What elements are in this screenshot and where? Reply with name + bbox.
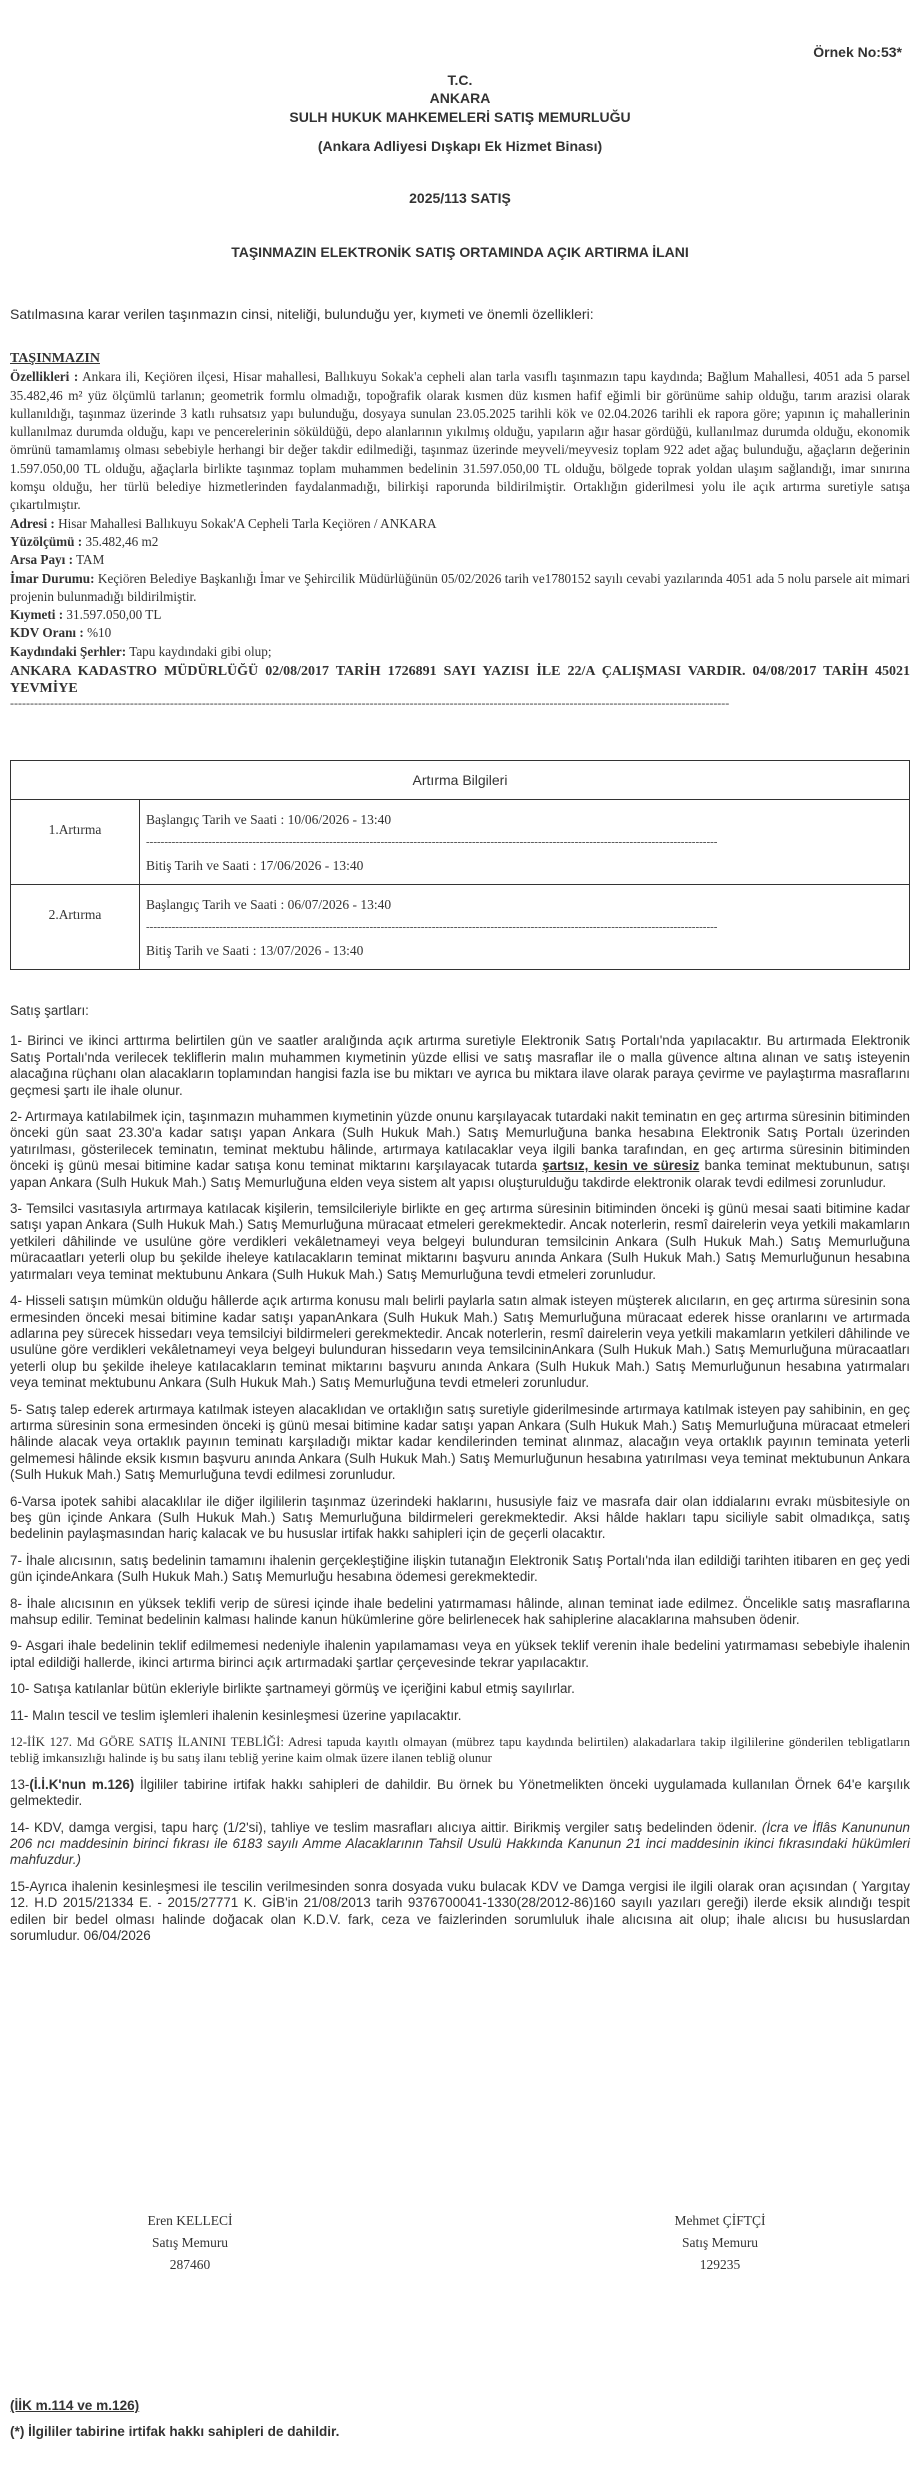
round-dates: [140, 885, 910, 970]
property-share: [10, 551, 910, 569]
property-value: [10, 606, 910, 624]
condition-2-text-b: banka teminat mektubunun, satışı yapan Ankara (Sulh Hukuk Mah.) Satış Memurluğuna elden veya sistem alt yapısı oluşturulduğu takdirde elektronik olarak tevdi edilmesi zorunludur.: [10, 1158, 911, 1190]
condition-5: 5- Satış talep ederek artırmaya katılmak isteyen alacaklıdan ve ortaklığın satış suretiyle giderilmesinde artırmaya katılmak isteyen pay sahibinin, en geç artırma süresinin sona ermesinden önceki iş günü mesai bitimine kadar satışı yapan Ankara (Sulh Hukuk Mah.) Satış Memurluğuna müracaat etmeleri hâlinde alacak veya ortaklık payının teminatı karşıladığı miktar kadar kendilerinden teminat alınmaz, alacağın veya ortaklık payının teminata yeterli gelmemesi hâlinde eksik kısmın başvuru anında Ankara (Sulh Hukuk Mah.) Satış Memurluğunun hesabına yatırılması veya teminat mektubunun Ankara (Sulh Hukuk Mah.) Satış Memurluğuna tevdi edilmesi zorunludur.: [10, 1401, 910, 1483]
file-number: 2025/113 SATIŞ: [409, 190, 511, 206]
round-name: 2.Artırma: [11, 885, 140, 970]
property-zoning: [10, 570, 910, 607]
condition-13-text: İlgililer tabirine irtifak hakkı sahipleri de dahildir. Bu örnek bu Yönetmelikten önceki uygulamada kullanılan Örnek 64'e karşılık gelmektedir.: [10, 1776, 910, 1809]
zoning-value: Keçiören Belediye Başkanlığı İmar ve Şehircilik Müdürlüğünün 05/02/2026 tarih ve1780152 sayılı cevabi yazılarında 4051 ada 5 nolu parsele ait mimari projenin bulunmadığı bildirilmiştir.: [10, 570, 911, 604]
date-divider: ------------------------------------------------------------------------------------------------------------------------------------------------------------: [146, 921, 718, 933]
share-label: Arsa Payı :: [10, 552, 73, 568]
auction-round-row: [11, 800, 910, 885]
round-end: Bitiş Tarih ve Saati : 17/06/2026 - 13:40: [146, 858, 364, 873]
condition-13-number: 13-: [10, 1776, 30, 1792]
signature-block-left: [40, 2210, 340, 2276]
condition-14-text: 14- KDV, damga vergisi, tapu harç (1/2'si), tahliye ve teslim masrafları alıcıya aittir. Birikmiş vergiler satış bedelinden ödenir.: [10, 1819, 762, 1835]
round-name: 1.Artırma: [11, 800, 140, 885]
signature-block-right: [570, 2210, 870, 2276]
condition-3: 3- Temsilci vasıtasıyla artırmaya katılacak kişilerin, temsilcileriyle birlikte en geç artırma süresinin bitiminden önceki iş günü mesai saati bitimine kadar satışı yapan Ankara (Sulh Hukuk Mah.) Satış Memurluğuna müracaat etmeleri gerekmektedir. Ancak noterlerin, resmî dairelerin veya yetkili makamların yetkileri dâhilinde ve usulüne göre verdikleri vekâletnameyi veya belgeyi bulunduran temsilcinin Ankara (Sulh Hukuk Mah.) Satış Memurluğuna müracaatları yeterli olup bu şekilde iheleye katılacakların teminat miktarını başvuru anında Ankara (Sulh Hukuk Mah.) Satış Memurluğunun hesabına yatırmaları veya teminat mektubunu Ankara (Sulh Hukuk Mah.) Satış Memurluğuna tevdi etmeleri zorunludur.: [10, 1201, 910, 1282]
signer-number: 129235: [699, 2257, 741, 2272]
auction-round-row: [11, 885, 910, 970]
value-value: 31.597.050,00 TL: [63, 607, 162, 623]
signer-title: Satış Memuru: [151, 2235, 229, 2250]
share-value: TAM: [73, 552, 105, 568]
features-text: Ankara ili, Keçiören ilçesi, Hisar mahallesi, Ballıkuyu Sokak'a cepheli alan tarla vasıflı taşınmazın tapu kaydında; Bağlum Mahallesi, 4051 ada 5 parsel 35.482,46 m² yüz ölçümlü tarlanın; geometrik formlu olmadığı, topoğrafik olarak kısmen düz kısmen hafif eğimli bir görünüme sahip olduğu, tarım arazisi olarak kullanıldığı, taşınmaz üzerinde 3 katlı ruhsatsız yapı bulunduğu, dosyaya sunulan 23.05.2025 tarihli kök ve 02.04.2026 tarihli ek rapora göre; yapının iç mahallerinin kullanılmaz durumda olduğu, kapı ve pencerelerinin söküldüğü, depo alanlarının yıkılmış olduğu, yapıların ağır hasar gördüğü, kullanılmaz durumda olduğu, ekonomik ömrünü tamamlamış olması sebebiyle herhangi bir değer takdir edilmediği, taşınmaz üzerinde meyveli/meyvesiz toplam 922 adet ağaç bulunduğu, ağaçların değerinin 1.597.050,00 TL olduğu, ağaçlarla birlikte taşınmaz toplam muhammen bedelinin 31.597.050,00 TL olduğu, bölgede toprak yoldan ulaşım sağlandığı, imar sınırına komşu olduğu, her türlü belediye hizmetlerinden faydalanmadığı, bilirkişi raporunda bildirilmiştir. Ortaklığın giderilmesi yolu ile açık artırma suretiyle satışa çıkartılmıştır.: [10, 369, 910, 513]
property-address: [10, 515, 910, 533]
example-number: Örnek No:53*: [813, 44, 902, 60]
divider-line: ------------------------------------------------------------------------------------------------------------------------------------------------------------------------------------: [10, 696, 730, 711]
condition-1: 1- Birinci ve ikinci arttırma belirtilen gün ve saatler aralığında açık artırma suretiyle Elektronik Satış Portalı'nda yapılacaktır. Bu artırmada Elektronik Satış Portalı'nda verilecek tekliflerin malın muhammen kıymetinin yüzde ellisi ve satış masraflar ile o malla güvence altına alınan ve satış isteyenin alacağına rüçhanı olan alacakların toplamından hangisi fazla ise bu miktarı ve ayrıca bu miktara ilave olarak paraya çevirme ve paylaştırma masraflarını geçmesi şartı ile ihale olunur.: [10, 1033, 910, 1098]
zoning-label: İmar Durumu:: [10, 570, 95, 586]
footer-reference: (İİK m.114 ve m.126): [10, 2398, 140, 2413]
condition-15: 15-Ayrıca ihalenin kesinleşmesi ile tescilin verilmesinden sonra dosyada vuku bulacak KDV ve Damga vergisi ile ilgili olarak oran açısından ( Yargıtay 12. H.D 2015/21334 E. - 2015/27771 K. GİB'in 21/08/2013 tarih 9376700041-1330(28/2012-86)160 sayılı yazıları gereği) ilerde eksik alındığı tespit edilen bir bedel olması halinde doğacak olan K.D.V. fark, ceza ve faizlerinden sorumluluk ihale alıcısına ait olup; ihale alıcısı bu hususlardan sorumludur. 06/04/2026: [10, 1878, 910, 1944]
header-city: ANKARA: [429, 90, 491, 106]
area-label: Yüzölçümü :: [10, 533, 83, 549]
round-end: Bitiş Tarih ve Saati : 13/07/2026 - 13:40: [146, 943, 364, 958]
value-label: Kıymeti :: [10, 607, 64, 623]
property-features: [10, 368, 910, 514]
signer-name: Mehmet ÇİFTÇİ: [674, 2213, 766, 2228]
conditions-heading: Satış şartları:: [10, 1003, 89, 1018]
address-label: Adresi :: [10, 515, 55, 531]
condition-10: 10- Satışa katılanlar bütün ekleriyle birlikte şartnameyi görmüş ve içeriğini kabul etmiş sayılırlar.: [10, 1681, 575, 1697]
features-label: Özellikleri :: [10, 369, 79, 385]
property-area: [10, 533, 910, 551]
signer-name: Eren KELLECİ: [147, 2213, 233, 2228]
auction-table-title: Artırma Bilgileri: [11, 761, 910, 800]
signer-title: Satış Memuru: [681, 2235, 759, 2250]
condition-8: 8- İhale alıcısının en yüksek teklifi verip de süresi içinde ihale bedelini yatırmaması hâlinde, alınan teminat iade edilmez. Öncelikle satış masraflarına mahsup edilir. Teminat bedelinin kalması halinde kanun hükümlerine göre belirlenecek hak sahiplerine alacaklarına mahsuben ödenir.: [10, 1595, 910, 1627]
condition-13: [10, 1777, 910, 1810]
intro-text: Satılmasına karar verilen taşınmazın cinsi, niteliği, bulunduğu yer, kıymeti ve önemli özellikleri:: [10, 306, 594, 322]
sale-conditions: [10, 1003, 910, 1955]
property-vat: [10, 624, 910, 642]
condition-6: 6-Varsa ipotek sahibi alacaklılar ile diğer ilgililerin taşınmaz üzerindeki haklarını, hususiyle faiz ve masrafa dair olan iddialarını evrakı müsbitesiyle on beş gün içinde Ankara (Sulh Hukuk Mah.) Satış Memurluğuna bildirmeleri gerekmektedir. Aksi hâlde hakları tapu siciliyle sabit olmadıkça, satış bedelinin paylaşmasından hariç kalacak ve bu hususlar irtifak hakkı sahipleri için de geçerli olacaktır.: [10, 1493, 910, 1542]
condition-9: 9- Asgari ihale bedelinin teklif edilmemesi nedeniyle ihalenin yapılamaması veya en yüksek teklif verenin ihale bedelini yatırmaması sebebiyle ihalenin iptal edildiği hallerde, ikinci artırma birinci açık artırmadaki şartlar çerçevesinde tekrar yapılacaktır.: [10, 1638, 910, 1670]
condition-14-italic: (İcra ve İflâs Kanununun 206 ncı maddesinin birinci fıkrası ile 6183 sayılı Amme Alacaklarının Tahsil Usulü Hakkında Kanunun 21 inci maddesinin ikinci fıkrasındaki hükümleri mahfuzdur.): [10, 1819, 910, 1868]
date-divider: ------------------------------------------------------------------------------------------------------------------------------------------------------------: [146, 836, 718, 848]
annotations-value: Tapu kaydındaki gibi olup;: [126, 643, 272, 659]
footer-note: (*) İlgililer tabirine irtifak hakkı sahipleri de dahildir.: [10, 2424, 340, 2439]
address-value: Hisar Mahallesi Ballıkuyu Sokak'A Cepheli Tarla Keçiören / ANKARA: [54, 515, 437, 531]
annotations-label: Kaydındaki Şerhler:: [10, 643, 127, 659]
condition-14: [10, 1820, 910, 1869]
notice-title: TAŞINMAZIN ELEKTRONİK SATIŞ ORTAMINDA AÇIK ARTIRMA İLANI: [231, 244, 689, 260]
section-title: TAŞINMAZIN: [10, 351, 100, 366]
condition-12: 12-İİK 127. Md GÖRE SATIŞ İLANINI TEBLİĞİ: Adresi tapuda kayıtlı olmayan (mübrez tapu kaydında belirtilen) alakadarlara takip ilgililerine gönderilen tebligatların tebliğ imkansızlığı halinde iş bu satış ilanı tebliğ yerine kaim olmak üzere ilanen tebliğ olunur: [10, 1735, 910, 1766]
signer-number: 287460: [169, 2257, 211, 2272]
round-dates: [140, 800, 910, 885]
header-tc: T.C.: [447, 72, 473, 88]
round-start: Başlangıç Tarih ve Saati : 06/07/2026 - 13:40: [146, 897, 392, 912]
condition-2: [10, 1109, 910, 1191]
property-section: [10, 350, 910, 709]
area-value: 35.482,46 m2: [82, 533, 159, 549]
header-office: SULH HUKUK MAHKEMELERİ SATIŞ MEMURLUĞU: [289, 109, 631, 125]
kadastro-note: ANKARA KADASTRO MÜDÜRLÜĞÜ 02/08/2017 TARİH 1726891 SAYI YAZISI İLE 22/A ÇALIŞMASI VARDIR. 04/08/2017 TARİH 45021 YEVMİYE: [10, 664, 910, 697]
condition-2-emphasis: şartsız, kesin ve süresiz: [542, 1158, 700, 1174]
condition-11: 11- Malın tescil ve teslim işlemleri ihalenin kesinleşmesi üzerine yapılacaktır.: [10, 1707, 462, 1723]
round-start: Başlangıç Tarih ve Saati : 10/06/2026 - 13:40: [146, 812, 392, 827]
vat-label: KDV Oranı :: [10, 625, 84, 641]
vat-value: %10: [83, 625, 112, 641]
auction-table: [10, 760, 910, 970]
condition-7: 7- İhale alıcısının, satış bedelinin tamamını ihalenin gerçekleştiğine ilişkin tutanağın Elektronik Satış Portalı'nda ilan edildiği tarihten itibaren en geç yedi gün içindeAnkara (Sulh Hukuk Mah.) Satış Memurluğu hesabına ödemesi gerekmektedir.: [10, 1552, 910, 1585]
condition-4: 4- Hisseli satışın mümkün olduğu hâllerde açık artırma konusu malı belirli paylarla satın almak isteyen müşterek alıcıların, en geç artırma süresinin sona ermesinden önceki mesai bitimine kadar satışı yapanAnkara (Sulh Hukuk Mah.) Satış Memurluğuna müracaat ederek hisse oranlarını ve artırmada adlarına pey sürecek hissedarı veya temsilciyi bildirmeleri gerekmektedir. Ancak noterlerin, resmî dairelerin veya yetkili makamların yetkileri dâhilinde ve usulüne göre verdikleri vekâletnameyi veya belgeyi bulunduran hissedarın veya temsilcininAnkara (Sulh Hukuk Mah.) Satış Memurluğuna müracaatları yeterli olup bu şekilde iheleye katılacakların teminat miktarını başvuru anında Ankara (Sulh Hukuk Mah.) Satış Memurluğunun hesabına yatırmaları veya teminat mektubunu Ankara (Sulh Hukuk Mah.) Satış Memurluğuna tevdi etmeleri zorunludur.: [10, 1293, 910, 1391]
condition-2-text-a: 2- Artırmaya katılabilmek için, taşınmazın muhammen kıymetinin yüzde onunu karşılayacak tutardaki nakit teminatın en geç artırma süresinin bitiminden önceki gün saat 23.30'a kadar satışı yapan Ankara (Sulh Hukuk Mah.) Satış Memurluğuna banka hesabına Elektronik Satış Portalı üzerinden yatırılması, gösterilecek teminatın, teminat mektubu hâlinde, artırmaya katılacaklar veya ilgili banka tarafından, en geç artırma süresinin bitiminden önceki iş günü mesai bitimine kadar satışa konu teminat miktarını karşılayacak tutarda: [10, 1109, 910, 1174]
header-subtitle: (Ankara Adliyesi Dışkapı Ek Hizmet Binası): [317, 138, 603, 154]
property-annotations: [10, 643, 910, 661]
condition-13-ref: (İ.İ.K'nun m.126): [29, 1776, 135, 1792]
